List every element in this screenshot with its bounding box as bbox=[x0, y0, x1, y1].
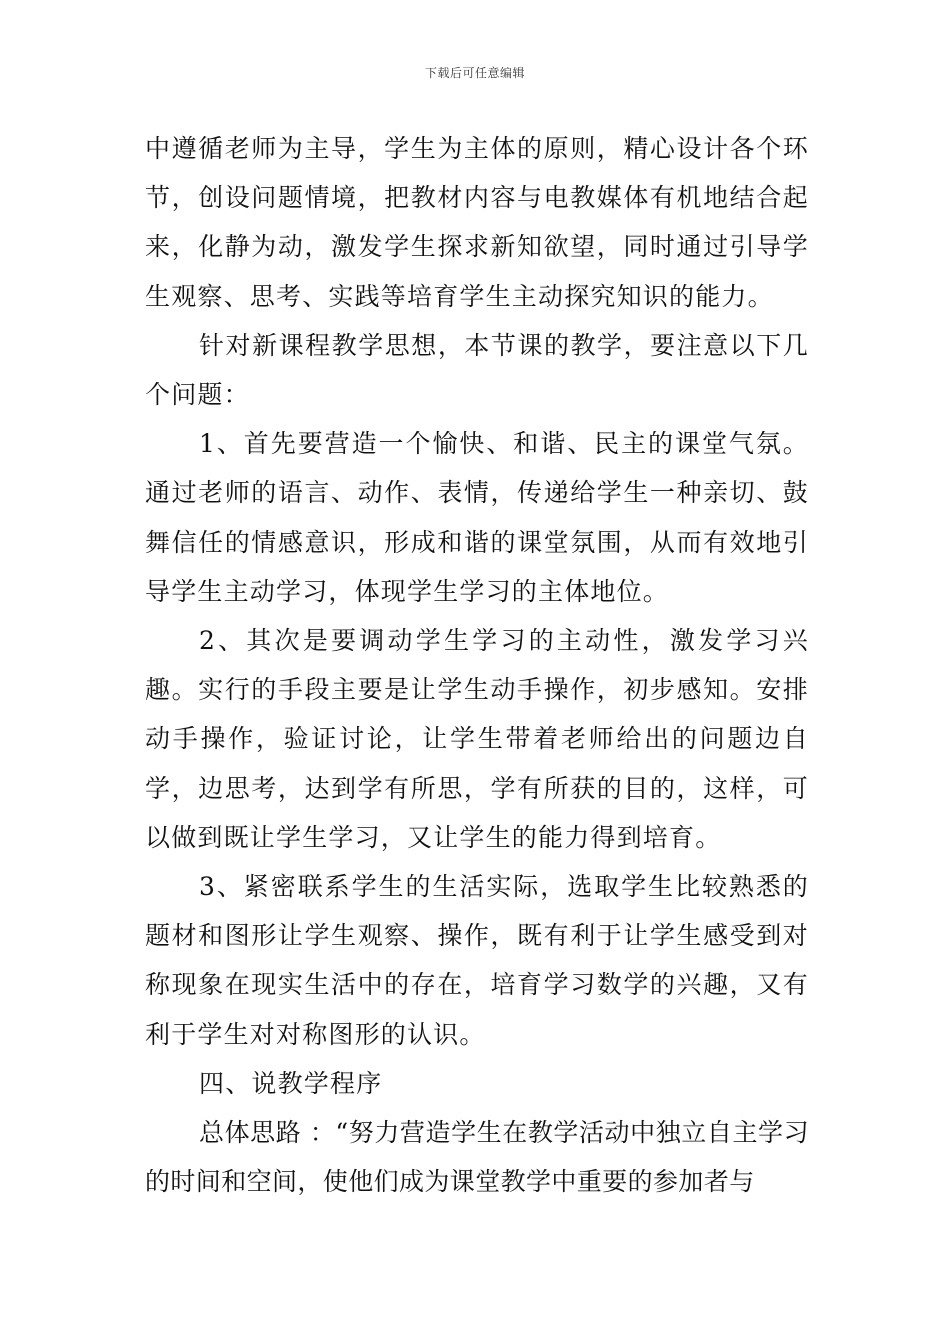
paragraph-point-3: 3、紧密联系学生的生活实际，选取学生比较熟悉的题材和图形让学生观察、操作，既有利于让学生感受到对称现象在现实生活中的存在，培育学习数学的兴趣，又有利于学生对对称图形的认识。 bbox=[145, 872, 809, 1049]
paragraph-continuation: 中遵循老师为主导，学生为主体的原则，精心设计各个环节，创设问题情境，把教材内容与电教媒体有机地结合起来，化静为动，激发学生探求新知欲望，同时通过引导学生观察、思考、实践等培育学生主动探究知识的能力。 bbox=[145, 134, 809, 311]
section-heading-teaching-procedure: 四、说教学程序 bbox=[199, 1068, 383, 1098]
page-header-note: 下载后可任意编辑 bbox=[424, 66, 525, 80]
paragraph-point-2: 2、其次是要调动学生学习的主动性，激发学习兴趣。实行的手段主要是让学生动手操作，初步感知。安排动手操作，验证讨论，让学生带着老师给出的问题边自学，边思考，达到学有所思，学有所获的目的，这样，可以做到既让学生学习，又让学生的能力得到培育。 bbox=[145, 626, 809, 852]
paragraph-point-1: 1、首先要营造一个愉快、和谐、民主的课堂气氛。通过老师的语言、动作、表情，传递给学生一种亲切、鼓舞信任的情感意识，形成和谐的课堂氛围，从而有效地引导学生主动学习，体现学生学习的主体地位。 bbox=[145, 429, 809, 606]
paragraph-intro-issues: 针对新课程教学思想，本节课的教学，要注意以下几个问题： bbox=[145, 330, 809, 410]
paragraph-overall-approach: 总体思路 ：“努力营造学生在教学活动中独立自主学习的时间和空间，使他们成为课堂教学中重要的参加者与 bbox=[145, 1118, 809, 1197]
document-body bbox=[145, 124, 809, 1206]
